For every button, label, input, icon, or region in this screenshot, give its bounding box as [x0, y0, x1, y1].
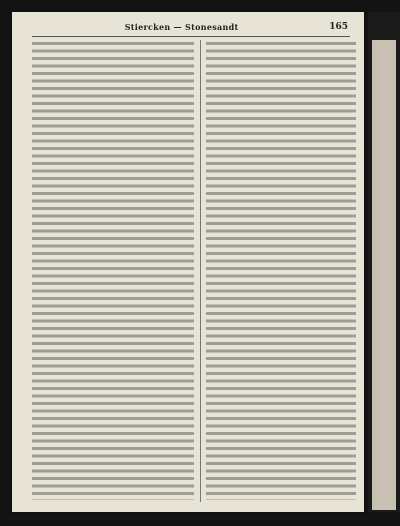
right-column-entries [206, 42, 356, 500]
page-number: 165 [329, 22, 348, 32]
directory-page [12, 12, 364, 512]
adjacent-page-edge [372, 40, 396, 510]
page-header-title: Stiercken — Stonesandt [124, 22, 239, 32]
column-divider [200, 40, 201, 502]
left-column-entries [32, 42, 194, 500]
header-rule [32, 36, 350, 37]
page-header [34, 20, 348, 34]
